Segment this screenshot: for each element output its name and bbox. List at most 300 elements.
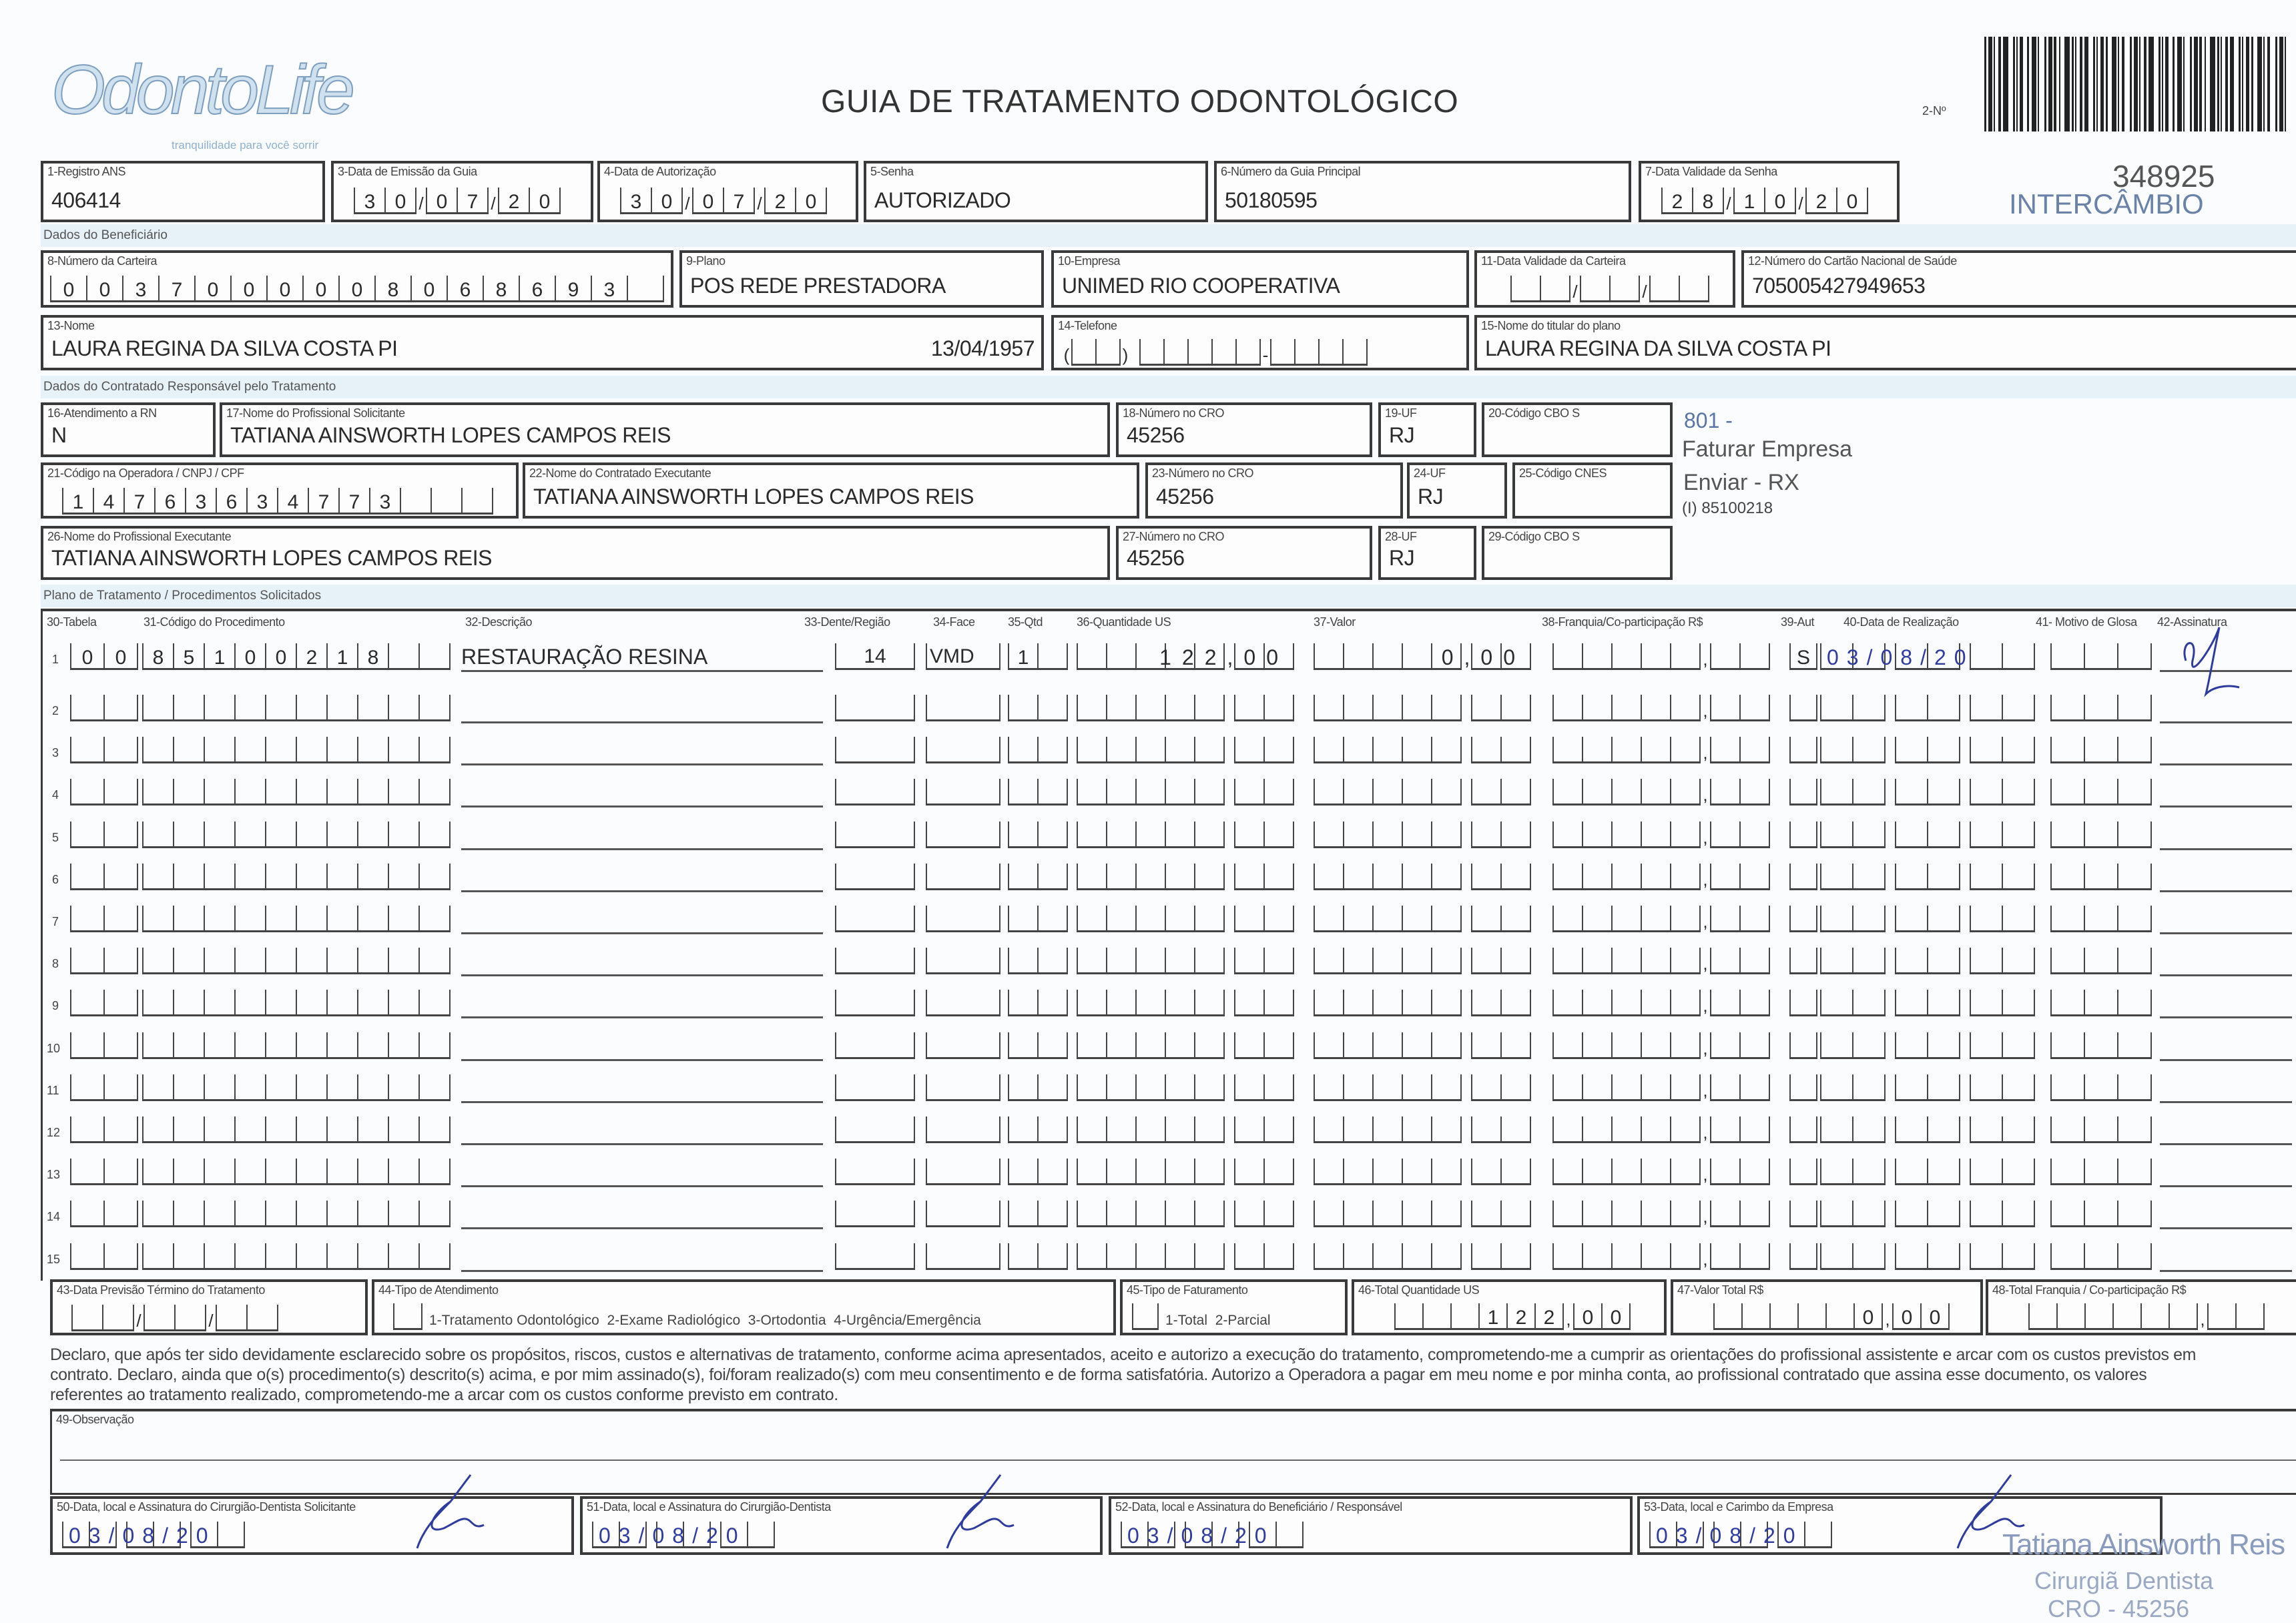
franquia-comb[interactable] <box>1552 737 1770 763</box>
face-input[interactable] <box>926 1116 1000 1143</box>
tabela-comb[interactable] <box>70 990 138 1016</box>
assinatura-input[interactable] <box>2160 1201 2292 1229</box>
comb-segment <box>70 1243 138 1270</box>
aut-comb[interactable] <box>1789 1032 1817 1059</box>
dente-input[interactable]: 14 <box>835 643 915 670</box>
atendimento-rn-field[interactable] <box>41 402 216 457</box>
data-realizacao-comb[interactable] <box>1820 864 2035 890</box>
comb-separator: , <box>1703 785 1708 805</box>
dente-input[interactable] <box>835 1159 915 1185</box>
glosa-comb[interactable] <box>2050 1159 2152 1185</box>
codigo-comb[interactable] <box>142 948 451 974</box>
qtd-comb[interactable] <box>1008 948 1068 974</box>
barcode-bar <box>2177 37 2182 131</box>
comb-segment <box>1820 948 1886 974</box>
comb-separator <box>1462 912 1471 932</box>
comb-segment <box>1820 695 1886 721</box>
assinatura-input[interactable] <box>2160 990 2292 1018</box>
comb-cell <box>1165 779 1194 805</box>
codigo-comb[interactable] <box>142 1243 451 1270</box>
solicitante-field[interactable] <box>220 402 1110 457</box>
comb-cell: 0 <box>1573 1303 1601 1330</box>
comb-cell <box>296 737 326 763</box>
glosa-comb[interactable] <box>2050 737 2152 763</box>
quantidade-us-comb[interactable] <box>1077 737 1294 763</box>
descricao-input[interactable] <box>461 1159 823 1187</box>
descricao-input[interactable] <box>461 906 823 934</box>
glosa-comb[interactable] <box>2050 1201 2152 1227</box>
comb-segment <box>144 1305 206 1331</box>
comb-cell <box>173 864 204 890</box>
comb-segment <box>1789 822 1817 848</box>
aut-comb[interactable] <box>1789 779 1817 805</box>
carimbo-name: Tatiana Ainsworth Reis <box>2002 1528 2285 1561</box>
descricao-input[interactable] <box>461 1032 823 1061</box>
descricao-input[interactable] <box>461 695 823 723</box>
descricao-input[interactable] <box>461 822 823 850</box>
face-input[interactable] <box>926 1074 1000 1101</box>
dente-input[interactable] <box>835 779 915 805</box>
assinatura-input[interactable] <box>2160 737 2292 765</box>
valor-comb[interactable] <box>1314 737 1531 763</box>
glosa-comb[interactable] <box>2050 1032 2152 1059</box>
tabela-comb[interactable] <box>70 1074 138 1101</box>
barcode-bar <box>2251 37 2253 131</box>
qtd-comb[interactable] <box>1008 1116 1068 1143</box>
comb-cell <box>1372 1116 1402 1143</box>
cro-23-field[interactable] <box>1145 462 1403 519</box>
assinatura-input[interactable] <box>2160 779 2292 807</box>
signature-field-50[interactable] <box>50 1496 574 1555</box>
comb-segment <box>1139 339 1261 366</box>
carteira-field[interactable] <box>41 250 673 308</box>
comb-cell <box>1895 1243 1927 1270</box>
aut-comb[interactable] <box>1789 695 1817 721</box>
comb-cell <box>1852 1243 1884 1270</box>
quantidade-us-comb[interactable] <box>1077 906 1294 932</box>
aut-comb[interactable] <box>1789 1159 1817 1185</box>
codigo-comb[interactable] <box>142 1159 451 1185</box>
face-input[interactable] <box>926 779 1000 805</box>
quantidade-us-comb[interactable] <box>1077 1032 1294 1059</box>
glosa-comb[interactable] <box>2050 906 2152 932</box>
data-realizacao-comb[interactable] <box>1820 1116 2035 1143</box>
descricao-input[interactable] <box>461 990 823 1018</box>
telefone-field[interactable] <box>1051 315 1469 370</box>
comb-cell <box>103 990 137 1016</box>
tabela-comb[interactable] <box>70 1159 138 1185</box>
senha-field[interactable] <box>864 161 1208 222</box>
glosa-comb[interactable] <box>2050 643 2152 670</box>
valor-comb[interactable] <box>1314 990 1531 1016</box>
franquia-comb[interactable] <box>1552 1116 1770 1143</box>
valor-comb[interactable] <box>1314 1074 1531 1101</box>
cartao-nacional-field[interactable] <box>1741 250 2296 308</box>
dente-input[interactable] <box>835 822 915 848</box>
cnes-field[interactable] <box>1512 462 1673 519</box>
tabela-comb[interactable] <box>70 822 138 848</box>
barcode-bar <box>1984 37 1986 131</box>
cro-27-field[interactable] <box>1116 526 1372 580</box>
aut-comb[interactable] <box>1789 906 1817 932</box>
atendimento-rn-value: N <box>51 423 67 447</box>
data-realizacao-comb[interactable] <box>1820 990 2035 1016</box>
data-realizacao-comb[interactable] <box>1820 822 2035 848</box>
descricao-input[interactable] <box>461 1116 823 1145</box>
aut-comb[interactable] <box>1789 990 1817 1016</box>
comb-segment <box>1805 188 1868 214</box>
nome-field[interactable] <box>41 315 1044 370</box>
qtd-comb[interactable] <box>1008 779 1068 805</box>
comb-segment <box>70 1032 138 1059</box>
aut-comb[interactable] <box>1789 1243 1817 1270</box>
codigo-comb[interactable] <box>142 906 451 932</box>
quantidade-us-comb[interactable] <box>1077 1243 1294 1270</box>
tipo-faturamento-input[interactable] <box>1132 1303 1159 1330</box>
valor-comb[interactable] <box>1314 864 1531 890</box>
comb-cell <box>357 1243 388 1270</box>
data-realizacao-comb[interactable] <box>1820 1159 2035 1185</box>
qtd-comb[interactable] <box>1008 1201 1068 1227</box>
titular-field[interactable] <box>1474 315 2296 370</box>
dente-input[interactable] <box>835 1116 915 1143</box>
franquia-comb[interactable] <box>1552 695 1770 721</box>
tabela-comb[interactable] <box>70 643 138 670</box>
comb-cell <box>1402 948 1431 974</box>
data-realizacao-comb[interactable] <box>1820 643 2035 670</box>
comb-segment <box>1008 1159 1068 1185</box>
valor-comb[interactable] <box>1314 906 1531 932</box>
dente-input[interactable] <box>835 1032 915 1059</box>
aut-comb[interactable] <box>1789 643 1817 670</box>
aut-comb[interactable] <box>1789 948 1817 974</box>
codigo-comb[interactable] <box>142 1201 451 1227</box>
comb-cell <box>1611 779 1641 805</box>
comb-cell <box>1372 779 1402 805</box>
comb-cell <box>1263 737 1293 763</box>
valor-comb[interactable] <box>1314 822 1531 848</box>
valor-comb[interactable] <box>1314 1116 1531 1143</box>
franquia-comb[interactable] <box>1552 1074 1770 1101</box>
descricao-input[interactable]: RESTAURAÇÃO RESINA <box>461 643 823 672</box>
comb-value-text: 0,00 <box>1441 645 1526 669</box>
valor-comb[interactable] <box>1314 695 1531 721</box>
assinatura-input[interactable] <box>2160 1032 2292 1061</box>
face-input[interactable] <box>926 1159 1000 1185</box>
data-realizacao-comb[interactable] <box>1820 1074 2035 1101</box>
valor-comb[interactable] <box>1314 1201 1531 1227</box>
descricao-input[interactable] <box>461 1243 823 1272</box>
plano-field[interactable] <box>679 250 1044 308</box>
valor-comb[interactable] <box>1314 1159 1531 1185</box>
tabela-comb[interactable] <box>70 1116 138 1143</box>
data-realizacao-comb[interactable] <box>1820 695 2035 721</box>
data-autorizacao-field[interactable] <box>597 161 858 222</box>
comb-cell <box>1135 695 1165 721</box>
quantidade-us-comb[interactable] <box>1077 695 1294 721</box>
franquia-comb[interactable] <box>1552 864 1770 890</box>
franquia-comb[interactable] <box>1552 1201 1770 1227</box>
registro-ans-field[interactable] <box>41 161 325 222</box>
qtd-comb[interactable] <box>1008 990 1068 1016</box>
valor-comb[interactable] <box>1314 643 1531 670</box>
numero-label: 2-Nº <box>1922 104 1946 117</box>
franquia-comb[interactable] <box>1552 1243 1770 1270</box>
guia-principal-field[interactable] <box>1214 161 1631 222</box>
comb-cell <box>1582 695 1611 721</box>
col-glosa: 41- Motivo de Glosa <box>2036 615 2137 629</box>
glosa-comb[interactable] <box>2050 1116 2152 1143</box>
qtd-comb[interactable] <box>1008 1159 1068 1185</box>
validade-carteira-field[interactable] <box>1474 250 1735 308</box>
qtd-comb[interactable] <box>1008 864 1068 890</box>
qtd-comb[interactable] <box>1008 1243 1068 1270</box>
data-realizacao-comb[interactable] <box>1820 906 2035 932</box>
data-realizacao-comb[interactable] <box>1820 1032 2035 1059</box>
glosa-comb[interactable] <box>2050 990 2152 1016</box>
franquia-comb[interactable] <box>1552 822 1770 848</box>
comb-segment <box>1895 1243 1960 1270</box>
valor-comb[interactable] <box>1314 948 1531 974</box>
descricao-input[interactable] <box>461 948 823 976</box>
assinatura-input[interactable] <box>2160 1074 2292 1103</box>
comb-cell <box>173 1074 204 1101</box>
dente-input[interactable] <box>835 1243 915 1270</box>
dente-input[interactable] <box>835 695 915 721</box>
previsao-field[interactable] <box>50 1279 368 1335</box>
uf-19-value: RJ <box>1389 423 1415 447</box>
comb-cell <box>296 1116 326 1143</box>
aut-comb[interactable] <box>1789 1074 1817 1101</box>
comb-cell <box>1670 1243 1699 1270</box>
descricao-input[interactable] <box>461 1201 823 1229</box>
tipo-atendimento-input[interactable] <box>393 1303 422 1330</box>
validade-senha-field[interactable] <box>1639 161 1900 222</box>
face-input[interactable]: VMD <box>926 643 1000 670</box>
quantidade-us-comb[interactable] <box>1077 822 1294 848</box>
codigo-comb[interactable] <box>142 695 451 721</box>
codigo-operadora-field[interactable] <box>41 462 519 519</box>
signature-field-51[interactable] <box>580 1496 1103 1555</box>
franquia-comb[interactable] <box>1552 779 1770 805</box>
tabela-comb[interactable] <box>70 864 138 890</box>
qtd-comb[interactable] <box>1008 1074 1068 1101</box>
tabela-comb[interactable] <box>70 737 138 763</box>
codigo-operadora-label: 21-Código na Operadora / CNPJ / CPF <box>47 466 244 480</box>
comb-cell <box>1263 822 1293 848</box>
comb-cell <box>1008 1243 1037 1270</box>
franquia-comb[interactable] <box>1552 643 1770 670</box>
comb-cell: 1 <box>62 488 93 515</box>
quantidade-us-comb[interactable] <box>1077 948 1294 974</box>
quantidade-us-comb[interactable] <box>1077 1201 1294 1227</box>
valor-total-field[interactable] <box>1671 1279 1983 1335</box>
tabela-comb[interactable] <box>70 906 138 932</box>
glosa-comb[interactable] <box>2050 864 2152 890</box>
quantidade-us-comb[interactable] <box>1077 779 1294 805</box>
comb-segment <box>2050 695 2152 721</box>
cbo-20-field[interactable] <box>1482 402 1673 457</box>
comb-cell <box>1471 1159 1500 1185</box>
cro-18-field[interactable] <box>1116 402 1372 457</box>
quantidade-us-comb[interactable] <box>1077 1074 1294 1101</box>
comb-separator <box>1225 1165 1234 1185</box>
dente-input[interactable] <box>835 990 915 1016</box>
comb-cell <box>1582 1201 1611 1227</box>
face-input[interactable] <box>926 1201 1000 1227</box>
codigo-comb[interactable] <box>142 822 451 848</box>
comb-cell <box>357 1074 388 1101</box>
tabela-comb[interactable] <box>70 1032 138 1059</box>
franquia-comb[interactable] <box>1552 990 1770 1016</box>
data-realizacao-comb[interactable] <box>1820 948 2035 974</box>
tabela-comb[interactable] <box>70 1201 138 1227</box>
glosa-comb[interactable] <box>2050 948 2152 974</box>
barcode-bar <box>2239 37 2241 131</box>
face-input[interactable] <box>926 990 1000 1016</box>
quantidade-us-comb[interactable] <box>1077 643 1294 670</box>
uf-19-field[interactable] <box>1378 402 1476 457</box>
codigo-comb[interactable] <box>142 864 451 890</box>
tabela-comb[interactable] <box>70 1243 138 1270</box>
assinatura-input[interactable] <box>2160 1243 2292 1272</box>
dente-input[interactable] <box>835 737 915 763</box>
face-input[interactable] <box>926 737 1000 763</box>
quantidade-us-comb[interactable] <box>1077 990 1294 1016</box>
franquia-comb[interactable] <box>1552 948 1770 974</box>
comb-cell <box>1275 1522 1302 1548</box>
aut-comb[interactable] <box>1789 864 1817 890</box>
franquia-comb[interactable] <box>1552 1032 1770 1059</box>
tabela-comb[interactable] <box>70 695 138 721</box>
quantidade-us-comb[interactable] <box>1077 1116 1294 1143</box>
comb-cell <box>1077 695 1106 721</box>
data-realizacao-comb[interactable] <box>1820 1201 2035 1227</box>
aut-comb[interactable] <box>1789 822 1817 848</box>
qtd-comb[interactable] <box>1008 737 1068 763</box>
comb-cell <box>1471 1032 1500 1059</box>
dente-input[interactable] <box>835 864 915 890</box>
descricao-input[interactable] <box>461 737 823 765</box>
codigo-comb[interactable] <box>142 1116 451 1143</box>
glosa-comb[interactable] <box>2050 1074 2152 1101</box>
aut-comb[interactable] <box>1789 1116 1817 1143</box>
assinatura-input[interactable] <box>2160 822 2292 850</box>
dente-input[interactable] <box>835 948 915 974</box>
codigo-comb[interactable] <box>142 990 451 1016</box>
dente-input[interactable] <box>835 906 915 932</box>
glosa-comb[interactable] <box>2050 779 2152 805</box>
dente-input[interactable] <box>835 1201 915 1227</box>
qtd-comb[interactable] <box>1008 1032 1068 1059</box>
codigo-comb[interactable] <box>142 643 451 670</box>
assinatura-input[interactable] <box>2160 906 2292 934</box>
comb-cell <box>1263 1074 1293 1101</box>
codigo-comb[interactable] <box>142 1074 451 1101</box>
face-input[interactable] <box>926 695 1000 721</box>
data-realizacao-comb[interactable] <box>1820 779 2035 805</box>
face-input[interactable] <box>926 1243 1000 1270</box>
comb-cell <box>1314 822 1343 848</box>
face-input[interactable] <box>926 864 1000 890</box>
contratado-executante-field[interactable] <box>523 462 1139 519</box>
assinatura-input[interactable] <box>2160 864 2292 892</box>
comb-cell <box>1852 1201 1884 1227</box>
qtd-comb[interactable] <box>1008 822 1068 848</box>
descricao-input[interactable] <box>461 779 823 807</box>
qtd-comb[interactable] <box>1008 695 1068 721</box>
quantidade-us-comb[interactable] <box>1077 1159 1294 1185</box>
comb-cell <box>1106 822 1135 848</box>
data-emissao-field[interactable] <box>331 161 593 222</box>
valor-comb[interactable] <box>1314 1243 1531 1270</box>
glosa-comb[interactable] <box>2050 695 2152 721</box>
quantidade-us-comb[interactable] <box>1077 864 1294 890</box>
comb-cell <box>1710 1159 1739 1185</box>
franquia-comb[interactable] <box>1552 1159 1770 1185</box>
comb-segment <box>1789 948 1817 974</box>
tipo-atendimento-field[interactable] <box>372 1279 1116 1335</box>
assinatura-input[interactable] <box>2160 1116 2292 1145</box>
codigo-comb[interactable] <box>142 779 451 805</box>
data-realizacao-comb[interactable] <box>1820 1243 2035 1270</box>
codigo-comb[interactable] <box>142 1032 451 1059</box>
profissional-executante-field[interactable] <box>41 526 1110 580</box>
qtd-comb[interactable] <box>1008 643 1068 670</box>
valor-comb[interactable] <box>1314 1032 1531 1059</box>
total-us-field[interactable] <box>1352 1279 1667 1335</box>
assinatura-input[interactable] <box>2160 948 2292 976</box>
valor-comb[interactable] <box>1314 779 1531 805</box>
data-realizacao-comb[interactable] <box>1820 737 2035 763</box>
total-franquia-field[interactable] <box>1986 1279 2296 1335</box>
comb-cell <box>234 1032 265 1059</box>
face-input[interactable] <box>926 948 1000 974</box>
face-input[interactable] <box>926 1032 1000 1059</box>
comb-cell <box>1852 822 1884 848</box>
tabela-comb[interactable] <box>70 948 138 974</box>
glosa-comb[interactable] <box>2050 1243 2152 1270</box>
face-input[interactable] <box>926 906 1000 932</box>
tipo-faturamento-field[interactable] <box>1120 1279 1348 1335</box>
descricao-input[interactable] <box>461 1074 823 1103</box>
assinatura-input[interactable] <box>2160 1159 2292 1187</box>
signature-field-52[interactable] <box>1109 1496 1633 1555</box>
aut-comb[interactable] <box>1789 737 1817 763</box>
qtd-comb[interactable] <box>1008 906 1068 932</box>
cbo-29-field[interactable] <box>1482 526 1673 580</box>
uf-24-field[interactable] <box>1407 462 1507 519</box>
glosa-comb[interactable] <box>2050 822 2152 848</box>
empresa-field[interactable] <box>1051 250 1469 308</box>
aut-comb[interactable] <box>1789 1201 1817 1227</box>
comb-cell <box>1739 1074 1769 1101</box>
tabela-comb[interactable] <box>70 779 138 805</box>
codigo-comb[interactable] <box>142 737 451 763</box>
comb-segment <box>1471 864 1531 890</box>
comb-cell <box>1135 737 1165 763</box>
franquia-comb[interactable] <box>1552 906 1770 932</box>
comb-cell <box>418 1032 449 1059</box>
descricao-input[interactable] <box>461 864 823 892</box>
comb-segment <box>2207 1303 2265 1330</box>
face-input[interactable] <box>926 822 1000 848</box>
dente-input[interactable] <box>835 1074 915 1101</box>
assinatura-input[interactable] <box>2160 695 2292 723</box>
comb-cell <box>1500 1201 1530 1227</box>
uf-28-field[interactable] <box>1378 526 1476 580</box>
comb-cell <box>2050 1116 2084 1143</box>
